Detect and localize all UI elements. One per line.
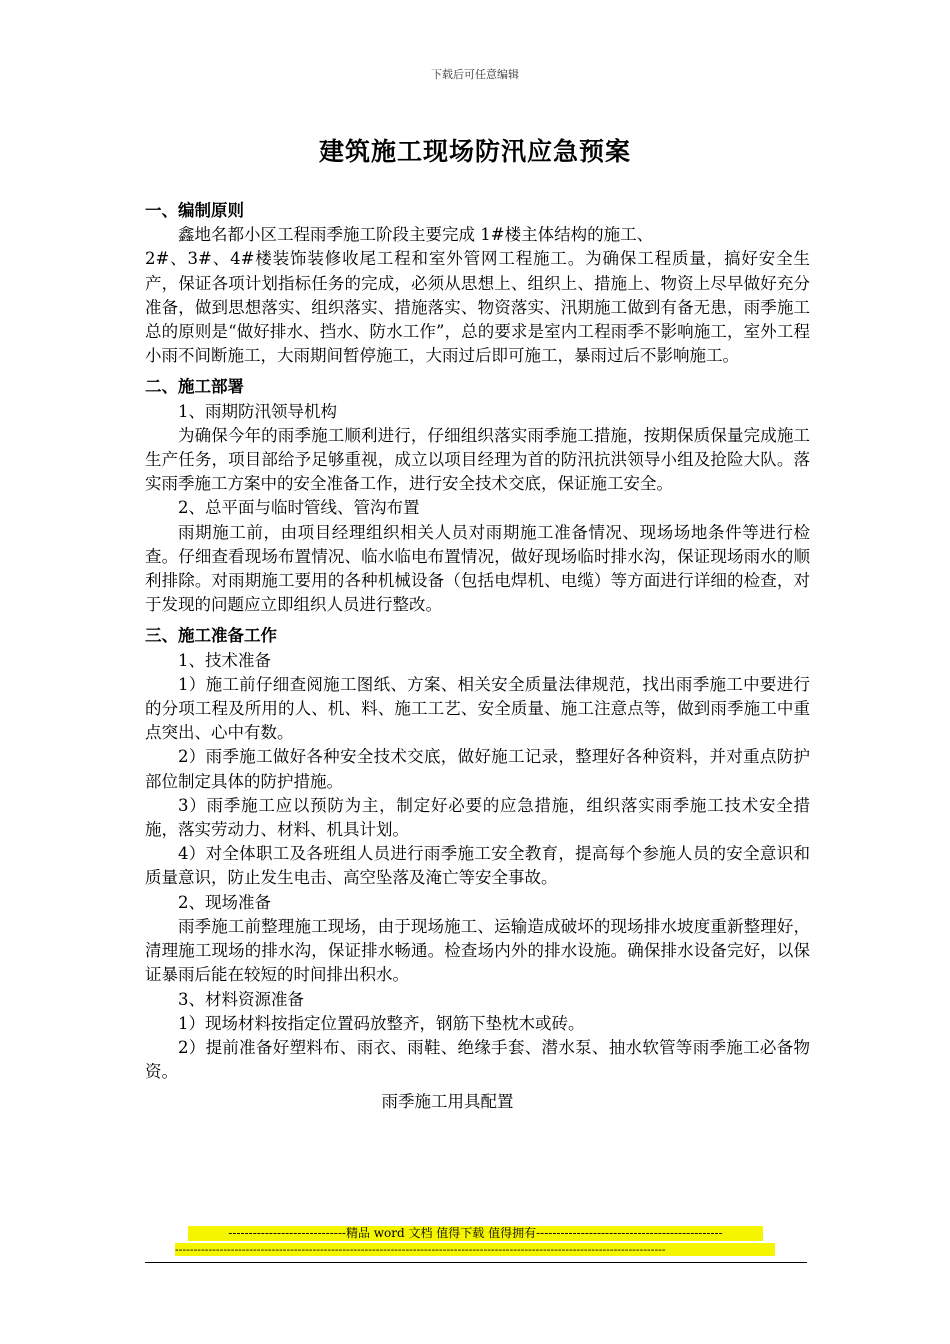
list-item: 4）对全体职工及各班组人员进行雨季施工安全教育，提高每个参施人员的安全意识和质量意识，防止发生电击、高空坠落及淹亡等安全事故。	[145, 844, 810, 888]
subsection-heading: 1、雨期防汛领导机构	[178, 401, 337, 421]
section-heading: 一、编制原则	[145, 201, 244, 220]
document-body	[145, 199, 810, 1115]
paragraph: 雨季施工前整理施工现场，由于现场施工、运输造成破坏的现场排水坡度重新整理好，清理施工现场的排水沟，保证排水畅通。检查场内外的排水设施。确保排水设备完好，以保证暴雨后能在较短的时间排出积水。	[145, 916, 810, 985]
footer-banner: -----------------------------精品 word 文档 值得下载 值得拥有----------------------------------------------	[188, 1226, 763, 1241]
subsection-heading: 2、现场准备	[178, 892, 271, 912]
list-item: 2）提前准备好塑料布、雨衣、雨鞋、绝缘手套、潜水泵、抽水软管等雨季施工必备物资。	[145, 1037, 810, 1082]
list-item: 1）现场材料按指定位置码放整齐，钢筋下垫枕木或砖。	[178, 1013, 585, 1033]
section-heading: 二、施工部署	[145, 377, 244, 397]
table-caption: 雨季施工用具配置	[381, 1092, 514, 1112]
section-deployment	[145, 375, 810, 617]
section-preparation	[145, 624, 810, 1114]
paragraph: 雨期施工前，由项目经理组织相关人员对雨期施工准备情况、现场场地条件等进行检查。仔细查看现场布置情况、临水临电布置情况，做好现场临时排水沟，保证现场雨水的顺利排除。对雨期施工要用的各种机械设备（包括电焊机、电缆）等方面进行详细的检查，对于发现的问题应立即组织人员进行整改。	[145, 522, 810, 615]
section-heading: 三、施工准备工作	[145, 626, 277, 646]
paragraph-first-line: 鑫地名都小区工程雨季施工阶段主要完成 1#楼主体结构的施工、	[178, 225, 654, 245]
paragraph: 为确保今年的雨季施工顺利进行，仔细组织落实雨季施工措施，按期保质保量完成施工生产任务，项目部给予足够重视，成立以项目经理为首的防汛抗洪领导小组及抢险大队。落实雨季施工方案中的安全准备工作，进行安全技术交底，保证施工安全。	[145, 425, 810, 494]
header-note: 下载后可任意编辑	[431, 68, 519, 81]
paragraph-continuation: 2#、3#、4#楼装饰装修收尾工程和室外管网工程施工。为确保工程质量，搞好安全生产，保证各项计划指标任务的完成，必须从思想上、组织上、措施上、物资上尽早做好充分准备，做到思想落实、组织落实、措施落实、物资落实、汛期施工做到有备无患，雨季施工总的原则是“做好排水、挡水、防水工作”，总的要求是室内工程雨季不影响施工，室外工程小雨不间断施工，大雨期间暂停施工，大雨过后即可施工，暴雨过后不影响施工。	[145, 249, 810, 366]
section-principles	[145, 199, 810, 368]
footer-dashes: ------------------------------------------------------------------------------------------------------------------------------------	[175, 1243, 775, 1256]
document-title: 建筑施工现场防汛应急预案	[318, 137, 631, 166]
subsection-heading: 2、总平面与临时管线、管沟布置	[178, 498, 420, 518]
list-item: 1）施工前仔细查阅施工图纸、方案、相关安全质量法律规范，找出雨季施工中要进行的分项工程及所用的人、机、料、施工工艺、安全质量、施工注意点等，做到雨季施工中重点突出、心中有数。	[145, 674, 810, 743]
list-item: 3）雨季施工应以预防为主，制定好必要的应急措施，组织落实雨季施工技术安全措施，落实劳动力、材料、机具计划。	[145, 795, 810, 840]
subsection-heading: 1、技术准备	[178, 650, 271, 670]
footer-divider	[145, 1262, 807, 1263]
list-item: 2）雨季施工做好各种安全技术交底，做好施工记录，整理好各种资料，并对重点防护部位制定具体的防护措施。	[145, 747, 810, 791]
subsection-heading: 3、材料资源准备	[178, 989, 304, 1009]
